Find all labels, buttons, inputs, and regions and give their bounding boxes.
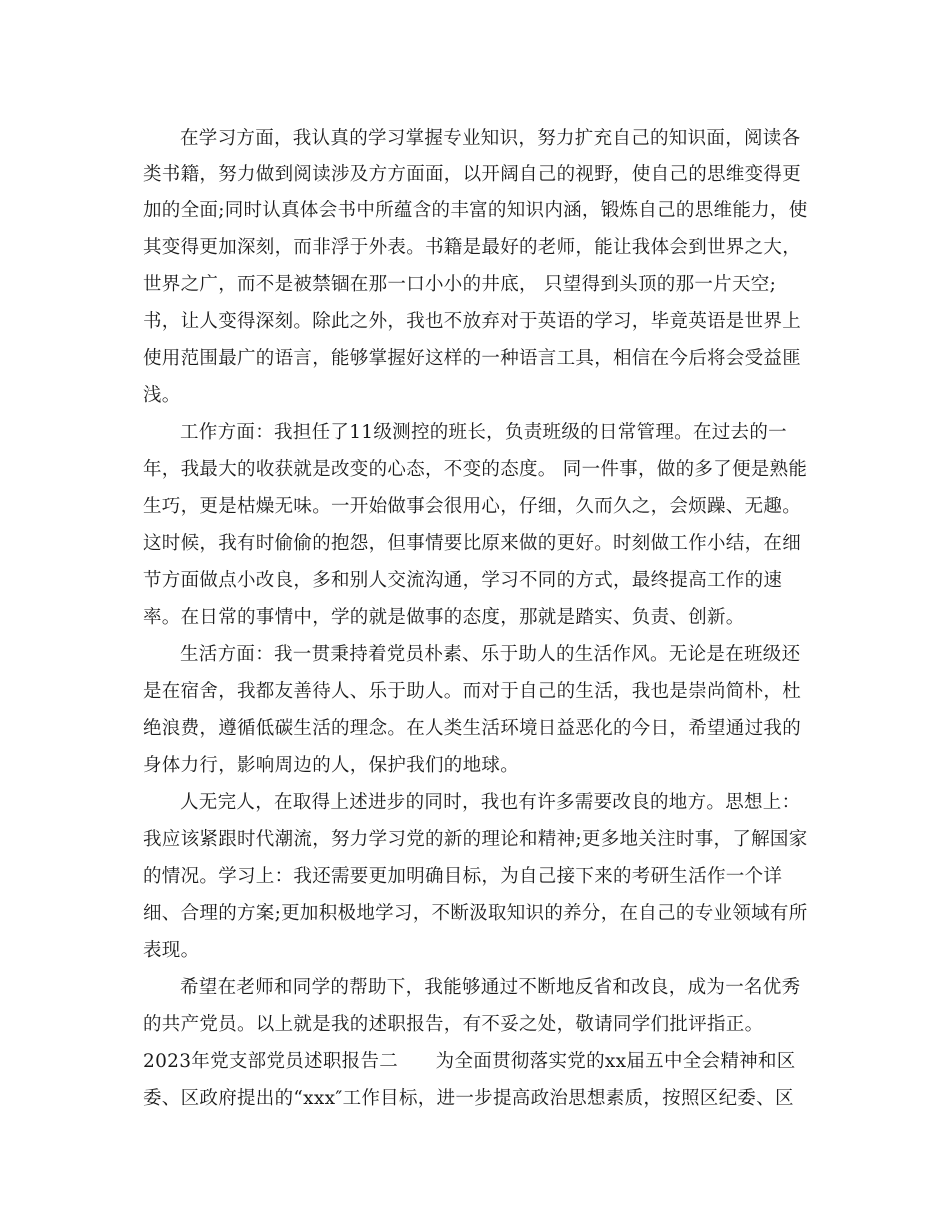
text-line: 表现。 [143, 940, 200, 961]
text-line: 年，我最大的收获就是改变的心态，不变的态度。 同一件事，做的多了便是熟能 [143, 459, 808, 480]
text-line: 身体力行，影响周边的人，保护我们的地球。 [143, 755, 520, 776]
text-line: 委、区政府提出的“xxx″工作目标，进一步提高政治思想素质，按照区纪委、区 [143, 1088, 794, 1109]
text-line: 生活方面：我一贯秉持着党员朴素、乐于助人的生活作风。无论是在班级还 [180, 644, 801, 665]
text-line: 希望在老师和同学的帮助下，我能够通过不断地反省和改良，成为一名优秀 [180, 977, 801, 998]
text-line: 绝浪费，遵循低碳生活的理念。在人类生活环境日益恶化的今日，希望通过我的 [143, 718, 802, 739]
text-line: 浅。 [143, 385, 181, 406]
text-line: 书，让人变得深刻。除此之外，我也不放弃对于英语的学习，毕竟英语是世界上 [143, 311, 802, 332]
text-line: 工作方面：我担任了11级测控的班长，负责班级的日常管理。在过去的一 [180, 422, 787, 443]
text-line: 率。在日常的事情中，学的就是做事的态度，那就是踏实、负责、创新。 [143, 607, 745, 628]
text-line: 的情况。学习上：我还需要更加明确目标，为自己接下来的考研生活作一个详 [143, 866, 783, 887]
text-line: 在学习方面，我认真的学习掌握专业知识，努力扩充自己的知识面，阅读各 [180, 128, 801, 149]
text-line: 这时候，我有时偷偷的抱怨，但事情要比原来做的更好。时刻做工作小结，在细 [143, 533, 802, 554]
text-line: 人无完人，在取得上述进步的同时，我也有许多需要改良的地方。思想上： [180, 792, 801, 813]
text-line: 类书籍，努力做到阅读涉及方方面面，以开阔自己的视野，使自己的思维变得更 [143, 164, 802, 185]
text-line: 2023年党支部党员述职报告二 为全面贯彻落实党的xx届五中全会精神和区 [143, 1051, 796, 1072]
text-line: 世界之广，而不是被禁锢在那一口小小的井底， 只望得到头顶的那一片天空; [143, 274, 777, 295]
text-line: 我应该紧跟时代潮流，努力学习党的新的理论和精神;更多地关注时事，了解国家 [143, 829, 808, 850]
text-line: 使用范围最广的语言，能够掌握好这样的一种语言工具，相信在今后将会受益匪 [143, 348, 802, 369]
text-line: 其变得更加深刻，而非浮于外表。书籍是最好的老师，能让我体会到世界之大， [143, 237, 802, 258]
text-line: 节方面做点小改良，多和别人交流沟通，学习不同的方式，最终提高工作的速 [143, 570, 783, 591]
text-line: 生巧，更是枯燥无味。一开始做事会很用心，仔细，久而久之，会烦躁、无趣。 [143, 496, 802, 517]
text-line: 是在宿舍，我都友善待人、乐于助人。而对于自己的生活，我也是崇尚简朴，杜 [143, 681, 802, 702]
text-line: 的共产党员。以上就是我的述职报告，有不妥之处，敬请同学们批评指正。 [143, 1014, 764, 1035]
text-line: 细、合理的方案;更加积极地学习，不断汲取知识的养分，在自己的专业领域有所 [143, 903, 808, 924]
text-line: 加的全面;同时认真体会书中所蕴含的丰富的知识内涵，锻炼自己的思维能力，使 [143, 200, 808, 221]
